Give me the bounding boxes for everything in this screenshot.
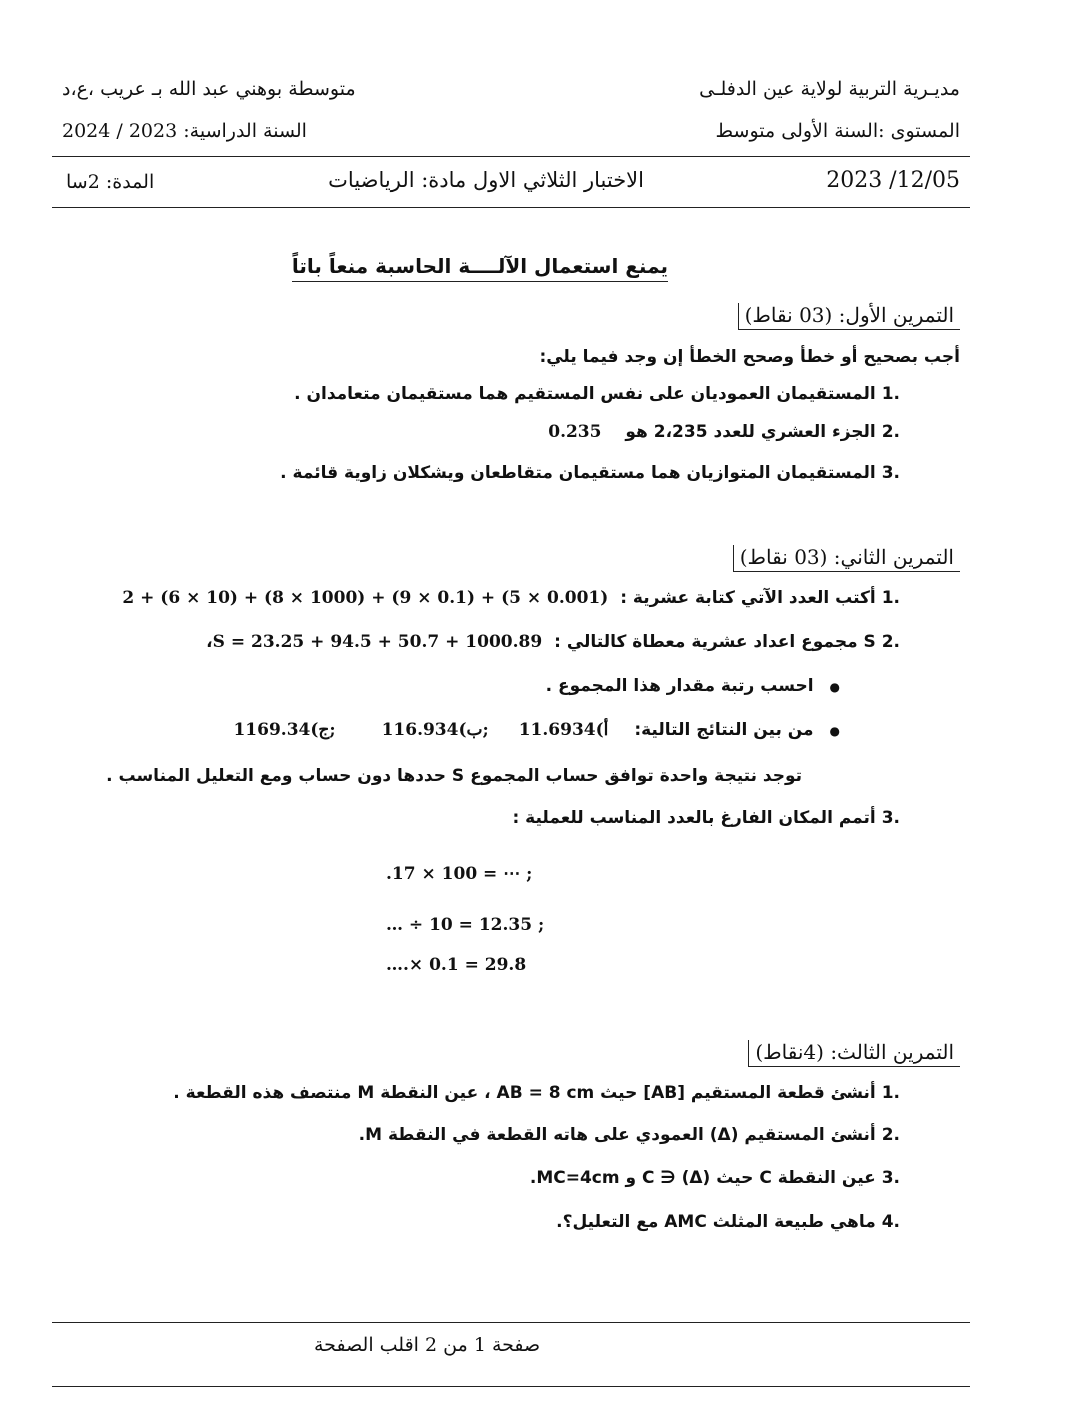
item-text: المستقيمان المتوازيان هما مستقيمان متقاطعان ويشكلان زاوية قائمة . bbox=[280, 463, 876, 483]
exercise2-bullet-1 bbox=[546, 676, 840, 696]
footer-divider-top bbox=[52, 1322, 970, 1323]
item-math: 0.235 bbox=[548, 422, 602, 442]
exam-duration: المدة: 2سا bbox=[66, 171, 155, 193]
exercise2-item-1 bbox=[122, 588, 900, 608]
item-text: ماهي طبيعة المثلث AMC مع التعليل؟. bbox=[556, 1212, 876, 1232]
item-text: أكتب العدد الآتي كتابة عشرية : bbox=[620, 588, 876, 608]
item-suffix: ، bbox=[206, 632, 213, 652]
option-a: أ)11.6934 bbox=[518, 720, 609, 740]
exercise1-item-3 bbox=[280, 463, 900, 483]
exercise3-item-1 bbox=[173, 1083, 900, 1103]
operation-3: ….× 0.1 = 29.8 bbox=[386, 955, 527, 975]
item-number: .3 bbox=[881, 808, 900, 828]
exercise1-instruction: أجب بصحيح أو خطأ وصحح الخطأ إن وجد فيما يلي: bbox=[539, 347, 960, 367]
item-math: S = 23.25 + 94.5 + 50.7 + 1000.89 bbox=[212, 632, 543, 652]
level-label: المستوى :السنة الأولى متوسط bbox=[715, 120, 960, 142]
item-math: 2 + (6 × 10) + (8 × 1000) + (9 × 0.1) + (5 × 0.001) bbox=[122, 588, 609, 608]
exercise3-item-2 bbox=[359, 1125, 900, 1145]
item-number: .1 bbox=[881, 588, 900, 608]
header-divider-top bbox=[52, 156, 970, 157]
bullet-text: من بين النتائج التالية: bbox=[634, 720, 814, 740]
school-name: متوسطة بوهني عبد الله بـ عريب ،ع،د bbox=[62, 78, 356, 100]
header-divider-bottom bbox=[52, 207, 970, 208]
exam-date: 2023 /12/05 bbox=[826, 168, 960, 193]
exercise1-item-1 bbox=[294, 384, 900, 404]
exercise3-title: التمرين الثالث: (4نقاط) bbox=[748, 1040, 960, 1067]
item-number: .4 bbox=[881, 1212, 900, 1232]
calculator-warning: يمنع استعمال الآلــــة الحاسبة منعاً باتاً bbox=[292, 254, 668, 282]
item-number: .2 bbox=[881, 422, 900, 442]
exam-title: الاختبار الثلاثي الاول مادة: الرياضيات bbox=[328, 168, 644, 192]
exercise1-item-2 bbox=[548, 422, 900, 442]
school-year: السنة الدراسية: 2023 / 2024 bbox=[62, 120, 307, 142]
item-text: S مجموع اعداد عشرية معطاة كالتالي : bbox=[554, 632, 876, 652]
option-c: ;ج)1169.34 bbox=[233, 720, 336, 740]
item-text: أنشئ قطعة المستقيم [AB] حيث AB = 8 cm ، عين النقطة M منتصف هذه القطعة . bbox=[173, 1083, 876, 1103]
exercise3-item-3 bbox=[530, 1168, 900, 1188]
directorate-label: مديـرية التربية لولاية عين الدفلـى bbox=[699, 78, 960, 100]
exercise2-item-3 bbox=[512, 808, 900, 828]
item-number: .1 bbox=[881, 384, 900, 404]
item-number: .2 bbox=[881, 632, 900, 652]
option-b: ;ب)116.934 bbox=[381, 720, 489, 740]
page-indicator: صفحة 1 من 2 اقلب الصفحة bbox=[314, 1334, 541, 1356]
exercise2-note: توجد نتيجة واحدة توافق حساب المجموع S حددها دون حساب ومع التعليل المناسب . bbox=[106, 766, 802, 786]
exercise1-title: التمرين الأول: (03 نقاط) bbox=[738, 303, 960, 330]
item-number: .2 bbox=[881, 1125, 900, 1145]
exercise3-item-4 bbox=[556, 1212, 900, 1232]
item-number: .1 bbox=[881, 1083, 900, 1103]
bullet-icon: ● bbox=[829, 680, 840, 694]
operation-1: .17 × 100 = ⋯ ; bbox=[386, 864, 533, 884]
item-number: .3 bbox=[881, 1168, 900, 1188]
item-text: المستقيمان العموديان على نفس المستقيم هما مستقيمان متعامدان . bbox=[294, 384, 876, 404]
footer-divider-bottom bbox=[52, 1386, 970, 1387]
bullet-text: احسب رتبة مقدار هذا المجموع . bbox=[545, 676, 814, 696]
item-text: أتمم المكان الفارغ بالعدد المناسب للعملية : bbox=[512, 808, 876, 828]
exercise2-title: التمرين الثاني: (03 نقاط) bbox=[733, 545, 960, 572]
item-text: عين النقطة C حيث (Δ) ∈ C و MC=4cm. bbox=[529, 1168, 876, 1188]
item-text: أنشئ المستقيم (Δ) العمودي على هاته القطعة في النقطة M. bbox=[358, 1125, 876, 1145]
item-number: .3 bbox=[881, 463, 900, 483]
exercise2-bullet-2 bbox=[233, 720, 840, 740]
bullet-icon: ● bbox=[829, 724, 840, 738]
exercise2-item-2 bbox=[206, 632, 900, 652]
item-text: الجزء العشري للعدد 2،235 هو bbox=[625, 422, 876, 442]
operation-2: … ÷ 10 = 12.35 ; bbox=[386, 915, 545, 935]
